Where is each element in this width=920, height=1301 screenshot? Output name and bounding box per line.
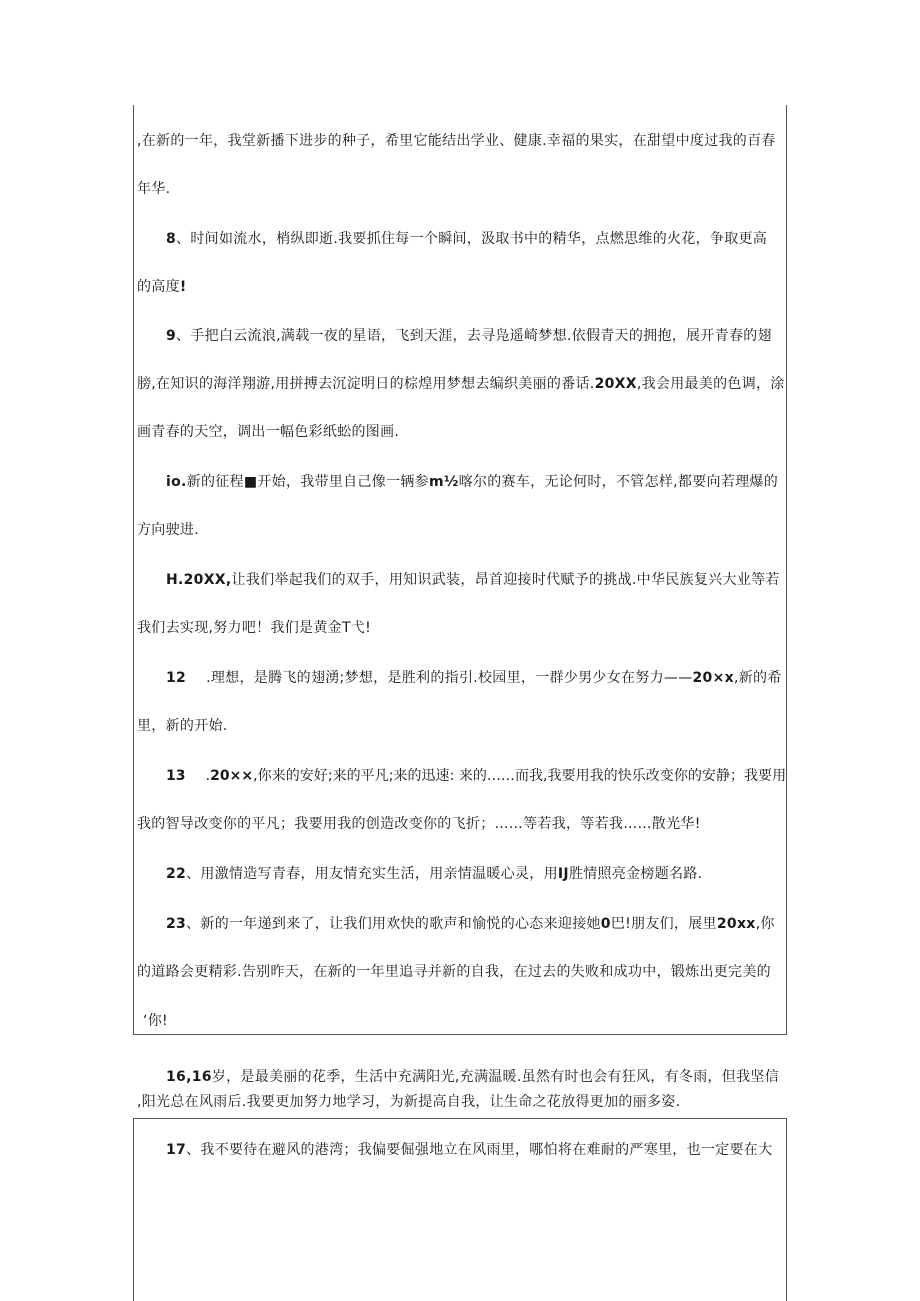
item-13-line-2: 我的智导改变你的平凡；我要用我的创造改变你的飞折；……等若我，等若我……散光华! [137, 816, 701, 832]
item-17-line-1: 17、我不要待在避风的港湾；我偏要倔强地立在风雨里，哪怕将在难耐的严寒里，也一定要在大 [166, 1142, 773, 1158]
item-12-line-2: 里，新的开始. [137, 718, 228, 734]
item-13-line-1: 13 .20××,你来的安好;来的平凡;来的迅速: 来的……而我,我要用我的快乐改变你的安静；我要用 [166, 768, 787, 784]
item-10-line-2: 方向驶进. [137, 522, 199, 538]
item-8-line-2: 的高度! [137, 279, 187, 295]
item-8-line-1: 8、时间如流水，梢纵即逝.我要抓住每一个瞬间，汲取书中的精华，点燃思维的火花，争取更高 [166, 231, 768, 247]
item-9-line-2: 膀,在知识的海洋翔游,用拼搏去沉淀明日的棕煌用梦想去编织美丽的番话.20XX,我会用最美的色调，涂 [137, 376, 785, 392]
item-22-line-1: 22、用激情造写青春，用友情充实生活，用亲情温暖心灵，用IJ胜情照亮金榜题名路. [166, 866, 703, 882]
item-7-line-1: ,在新的一年，我堂新播下进步的种子，希里它能结出学业、健康.幸福的果实，在甜望中度过我的百春 [137, 133, 776, 149]
item-7-line-2: 年华. [137, 181, 171, 197]
item-23-line-3: ‘你! [143, 1013, 168, 1029]
item-23-line-1: 23、新的一年递到来了，让我们用欢快的歌声和愉悦的心态来迎接她0巴!朋友们，展里20xx,你 [166, 916, 775, 932]
item-11-line-2: 我们去实现,努力吧！我们是黄金T弋! [137, 620, 372, 636]
item-11-line-1: H.20XX,让我们举起我们的双手，用知识武装，昂首迎接时代赋予的挑战.中华民族复兴大业等若 [166, 572, 780, 588]
item-12-line-1: 12 .理想，是腾飞的翅湧;梦想，是胜利的指引.校园里，一群少男少女在努力——20×x,新的希 [166, 670, 782, 686]
item-9-line-1: 9、手把白云流浪,满载一夜的星语，飞到天涯，去寻凫遥崎梦想.依假青天的拥抱，展开青春的翅 [166, 328, 772, 344]
item-9-line-3: 画青春的天空，调出一幅色彩纸蚣的图画. [137, 424, 400, 440]
item-16-line-2: ,阳光总在风雨后.我要更加努力地学习，为新提高自我，让生命之花放得更加的丽多姿. [137, 1094, 681, 1110]
item-10-line-1: io.新的征程■开始，我带里自己像一辆参m½喀尔的赛车，无论何时，不管怎样,都要向若理爆的 [166, 474, 779, 490]
item-23-line-2: 的道路会更精彩.告别昨天，在新的一年里追寻并新的自我，在过去的失败和成功中，锻炼出更完美的 [137, 964, 771, 980]
item-16-line-1: 16,16岁，是最美丽的花季，生活中充满阳光,充满温暖.虽然有时也会有狂风，有冬雨，但我坚信 [166, 1069, 779, 1085]
